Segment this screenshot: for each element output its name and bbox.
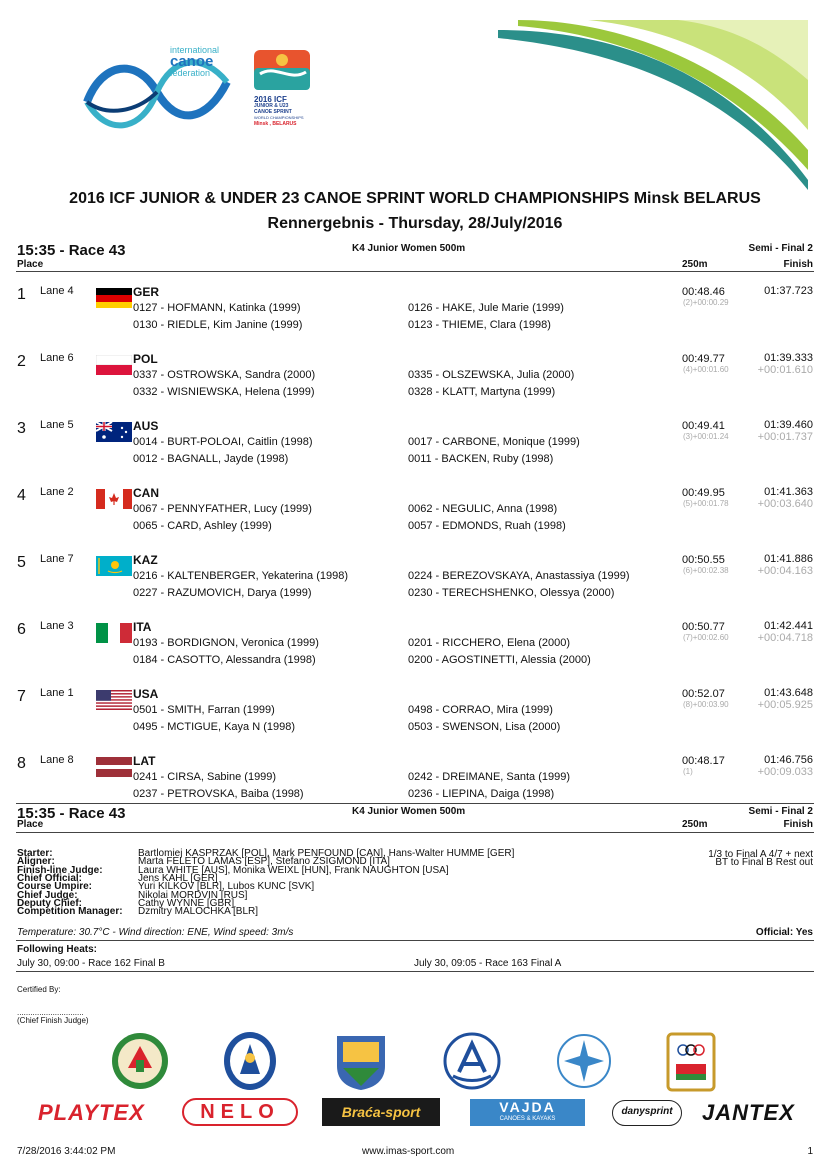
official-role-label: Chief Official: <box>17 872 83 884</box>
result-place: 8 <box>17 755 26 772</box>
vajda-logo <box>470 1099 585 1126</box>
split-250m: 00:52.07 <box>682 688 725 700</box>
result-lane: Lane 3 <box>40 620 74 632</box>
official-role-label: Course Umpire: <box>17 881 93 893</box>
following-divider <box>16 971 814 972</box>
finish-diff: +00:01.610 <box>757 364 813 376</box>
city-coat-of-arms-icon <box>333 1032 389 1092</box>
results-bottom-divider <box>16 803 814 804</box>
result-lane: Lane 7 <box>40 553 74 565</box>
weather-divider <box>16 940 814 941</box>
icf-logo-line2: canoe <box>170 53 214 70</box>
result-lane: Lane 8 <box>40 754 74 766</box>
athlete-name: 0242 - DREIMANE, Santa (1999) <box>408 771 571 783</box>
officials-divider <box>16 832 814 833</box>
finish-time: 01:39.333 <box>764 352 813 364</box>
flag-ita-icon <box>96 623 132 643</box>
wc-logo-line4: WORLD CHAMPIONSHIPS <box>254 115 304 120</box>
result-country: ITA <box>133 620 152 634</box>
athlete-name: 0123 - THIEME, Clara (1998) <box>408 319 551 331</box>
flag-can-icon <box>96 489 132 509</box>
finish-diff: +00:03.640 <box>757 498 813 510</box>
col-finish-header-repeat: Finish <box>783 819 813 830</box>
federation-emblem-2-icon <box>222 1030 278 1092</box>
athlete-name: 0503 - SWENSON, Lisa (2000) <box>408 721 561 733</box>
danysprint-logo: danysprint <box>612 1100 682 1126</box>
header-divider <box>16 271 814 272</box>
split-250m: 00:50.55 <box>682 554 725 566</box>
finish-diff: +00:05.925 <box>757 699 813 711</box>
split-250m: 00:50.77 <box>682 621 725 633</box>
split-250m-rank-diff: (3)+00:01.24 <box>683 432 729 441</box>
chief-finish-judge-label: (Chief Finish Judge) <box>17 1016 89 1025</box>
split-250m: 00:49.95 <box>682 487 725 499</box>
finish-diff: +00:04.718 <box>757 632 813 644</box>
athlete-name: 0224 - BEREZOVSKAYA, Anastassiya (1999) <box>408 570 630 582</box>
athlete-name: 0337 - OSTROWSKA, Sandra (2000) <box>133 369 316 381</box>
finish-time: 01:46.756 <box>764 754 813 766</box>
athlete-name: 0335 - OLSZEWSKA, Julia (2000) <box>408 369 575 381</box>
result-country: KAZ <box>133 553 158 567</box>
finish-diff: +00:09.033 <box>757 766 813 778</box>
split-250m-rank-diff: (1) <box>683 767 693 776</box>
official-role-label: Chief Judge: <box>17 889 78 901</box>
federation-emblem-1-icon <box>110 1030 170 1092</box>
official-names: Jens KAHL [GER] <box>138 872 218 884</box>
col-250m-header: 250m <box>682 259 708 270</box>
athlete-name: 0227 - RAZUMOVICH, Darya (1999) <box>133 587 312 599</box>
race-time-title-repeat: 15:35 - Race 43 <box>17 805 126 822</box>
flag-ger-icon <box>96 288 132 308</box>
result-country: LAT <box>133 754 156 768</box>
finish-time: 01:37.723 <box>764 285 813 297</box>
canoe-association-emblem-icon <box>443 1032 501 1090</box>
official-names: Laura WHITE [AUS], Monika WEIXL [HUN], Frank NAUGHTON [USA] <box>138 864 449 876</box>
result-country: USA <box>133 687 159 701</box>
result-lane: Lane 6 <box>40 352 74 364</box>
col-250m-header-repeat: 250m <box>682 819 708 830</box>
race-phase-repeat: Semi - Final 2 <box>748 806 813 817</box>
official-names: Marta FELETO LAMAS [ESP], Stefano ZSIGMOND [ITA] <box>138 856 390 868</box>
finish-time: 01:39.460 <box>764 419 813 431</box>
athlete-name: 0067 - PENNYFATHER, Lucy (1999) <box>133 503 312 515</box>
athlete-name: 0057 - EDMONDS, Ruah (1998) <box>408 520 566 532</box>
result-place: 5 <box>17 554 26 571</box>
result-country: POL <box>133 352 158 366</box>
athlete-name: 0130 - RIEDLE, Kim Janine (1999) <box>133 319 303 331</box>
ministry-emblem-icon <box>556 1032 612 1090</box>
official-names: Nikolai MORDVIN [RUS] <box>138 889 248 901</box>
official-names: Yuri KILKOV [BLR], Lubos KUNC [SVK] <box>138 881 315 893</box>
following-heat-2: July 30, 09:05 - Race 163 Final A <box>414 958 562 969</box>
print-timestamp: 7/28/2016 3:44:02 PM <box>17 1146 116 1157</box>
flag-lat-icon <box>96 757 132 777</box>
athlete-name: 0011 - BACKEN, Ruby (1998) <box>408 453 554 465</box>
athlete-name: 0328 - KLATT, Martyna (1999) <box>408 386 556 398</box>
race-phase: Semi - Final 2 <box>748 243 813 254</box>
result-place: 1 <box>17 286 26 303</box>
athlete-name: 0230 - TERECHSHENKO, Olessya (2000) <box>408 587 615 599</box>
col-finish-header: Finish <box>783 259 813 270</box>
athlete-name: 0241 - CIRSA, Sabine (1999) <box>133 771 277 783</box>
championship-emblem-icon <box>250 46 314 94</box>
col-place-header: Place <box>17 259 44 270</box>
wc-logo-line2: JUNIOR & U23 <box>254 103 289 109</box>
result-lane: Lane 1 <box>40 687 74 699</box>
athlete-name: 0237 - PETROVSKA, Baiba (1998) <box>133 788 304 800</box>
nelo-logo: NELO <box>182 1098 298 1126</box>
playtex-logo: PLAYTEX <box>38 1100 145 1125</box>
wc-logo-line3: CANOE SPRINT <box>254 109 292 115</box>
athlete-name: 0201 - RICCHERO, Elena (2000) <box>408 637 571 649</box>
finish-time: 01:41.886 <box>764 553 813 565</box>
result-lane: Lane 5 <box>40 419 74 431</box>
athlete-name: 0498 - CORRAO, Mira (1999) <box>408 704 553 716</box>
race-event-repeat: K4 Junior Women 500m <box>352 806 466 817</box>
result-place: 7 <box>17 688 26 705</box>
icf-logo-line1: international <box>170 45 220 55</box>
championship-logo <box>250 46 314 132</box>
signature-line: .............................. <box>17 1008 84 1017</box>
official-role-label: Aligner: <box>17 856 55 868</box>
page-title: 2016 ICF JUNIOR & UNDER 23 CANOE SPRINT WORLD CHAMPIONSHIPS Minsk BELARUS <box>69 190 761 207</box>
following-heats-label: Following Heats: <box>17 944 97 955</box>
vajda-logo-text: VAJDA <box>499 1099 556 1115</box>
result-lane: Lane 4 <box>40 285 74 297</box>
finish-diff: +00:01.737 <box>757 431 813 443</box>
official-names: Dzmitry MALOCHKA [BLR] <box>138 906 259 918</box>
athlete-name: 0501 - SMITH, Farran (1999) <box>133 704 275 716</box>
split-250m-rank-diff: (5)+00:01.78 <box>683 499 729 508</box>
weather-info: Temperature: 30.7°C - Wind direction: ENE, Wind speed: 3m/s <box>17 927 294 938</box>
split-250m-rank-diff: (8)+00:03.90 <box>683 700 729 709</box>
page-subtitle: Rennergebnis - Thursday, 28/July/2016 <box>267 215 563 232</box>
athlete-name: 0495 - MCTIGUE, Kaya N (1998) <box>133 721 296 733</box>
finish-diff: +00:04.163 <box>757 565 813 577</box>
split-250m-rank-diff: (7)+00:02.60 <box>683 633 729 642</box>
result-place: 2 <box>17 353 26 370</box>
athlete-name: 0014 - BURT-POLOAI, Caitlin (1998) <box>133 436 313 448</box>
header-swoosh-graphic <box>478 20 808 190</box>
result-lane: Lane 2 <box>40 486 74 498</box>
col-place-header-repeat: Place <box>17 819 44 830</box>
official-names: Bartlomiej KASPRZAK [POL], Mark PENFOUND [CAN], Hans-Walter HUMME [GER] <box>138 848 515 859</box>
official-role-label: Finish-line Judge: <box>17 864 103 876</box>
athlete-name: 0216 - KALTENBERGER, Yekaterina (1998) <box>133 570 349 582</box>
athlete-name: 0200 - AGOSTINETTI, Alessia (2000) <box>408 654 591 666</box>
certified-label: Certified By: <box>17 985 61 994</box>
progression-line-1: 1/3 to Final A 4/7 + next <box>708 849 813 860</box>
athlete-name: 0332 - WISNIEWSKA, Helena (1999) <box>133 386 315 398</box>
flag-kaz-icon <box>96 556 132 576</box>
wc-logo-line1: 2016 ICF <box>254 95 287 104</box>
result-country: AUS <box>133 419 159 433</box>
athlete-name: 0012 - BAGNALL, Jayde (1998) <box>133 453 289 465</box>
result-country: GER <box>133 285 160 299</box>
split-250m-rank-diff: (6)+00:02.38 <box>683 566 729 575</box>
split-250m-rank-diff: (4)+00:01.60 <box>683 365 729 374</box>
vajda-logo-subtext: CANOES & KAYAKS <box>499 1116 556 1122</box>
athlete-name: 0236 - LIEPINA, Daiga (1998) <box>408 788 555 800</box>
athlete-name: 0126 - HAKE, Jule Marie (1999) <box>408 302 564 314</box>
athlete-name: 0193 - BORDIGNON, Veronica (1999) <box>133 637 319 649</box>
result-country: CAN <box>133 486 159 500</box>
official-role-label: Starter: <box>17 848 53 859</box>
page-number: 1 <box>807 1146 813 1157</box>
olympic-committee-emblem-icon <box>666 1032 716 1092</box>
split-250m: 00:48.46 <box>682 286 725 298</box>
flag-usa-icon <box>96 690 132 710</box>
finish-time: 01:43.648 <box>764 687 813 699</box>
athlete-name: 0184 - CASOTTO, Alessandra (1998) <box>133 654 316 666</box>
icf-logo-line3: federation <box>170 68 211 78</box>
result-place: 6 <box>17 621 26 638</box>
jantex-logo: JANTEX <box>702 1100 795 1125</box>
following-heat-1: July 30, 09:00 - Race 162 Final B <box>17 958 165 969</box>
finish-time: 01:42.441 <box>764 620 813 632</box>
race-time-title: 15:35 - Race 43 <box>17 242 126 259</box>
result-place: 3 <box>17 420 26 437</box>
athlete-name: 0065 - CARD, Ashley (1999) <box>133 520 272 532</box>
athlete-name: 0017 - CARBONE, Monique (1999) <box>408 436 580 448</box>
race-event: K4 Junior Women 500m <box>352 243 466 254</box>
official-role-label: Deputy Chief: <box>17 897 82 909</box>
split-250m: 00:49.77 <box>682 353 725 365</box>
official-status: Official: Yes <box>755 927 813 938</box>
athlete-name: 0062 - NEGULIC, Anna (1998) <box>408 503 558 515</box>
icf-logo <box>82 42 232 137</box>
flag-pol-icon <box>96 355 132 375</box>
official-names: Cathy WYNNE [GBR] <box>138 897 235 909</box>
split-250m: 00:49.41 <box>682 420 725 432</box>
progression-line-2: BT to Final B Rest out <box>715 857 813 868</box>
braca-sport-logo: Braća-sport <box>322 1098 440 1126</box>
wc-logo-line5: Minsk , BELARUS <box>254 121 297 127</box>
athlete-name: 0127 - HOFMANN, Katinka (1999) <box>133 302 301 314</box>
result-place: 4 <box>17 487 26 504</box>
split-250m: 00:48.17 <box>682 755 725 767</box>
official-role-label: Competition Manager: <box>17 906 123 918</box>
finish-time: 01:41.363 <box>764 486 813 498</box>
split-250m-rank-diff: (2)+00:00.29 <box>683 298 729 307</box>
flag-aus-icon <box>96 422 132 442</box>
footer-website-link[interactable]: www.imas-sport.com <box>362 1146 455 1157</box>
